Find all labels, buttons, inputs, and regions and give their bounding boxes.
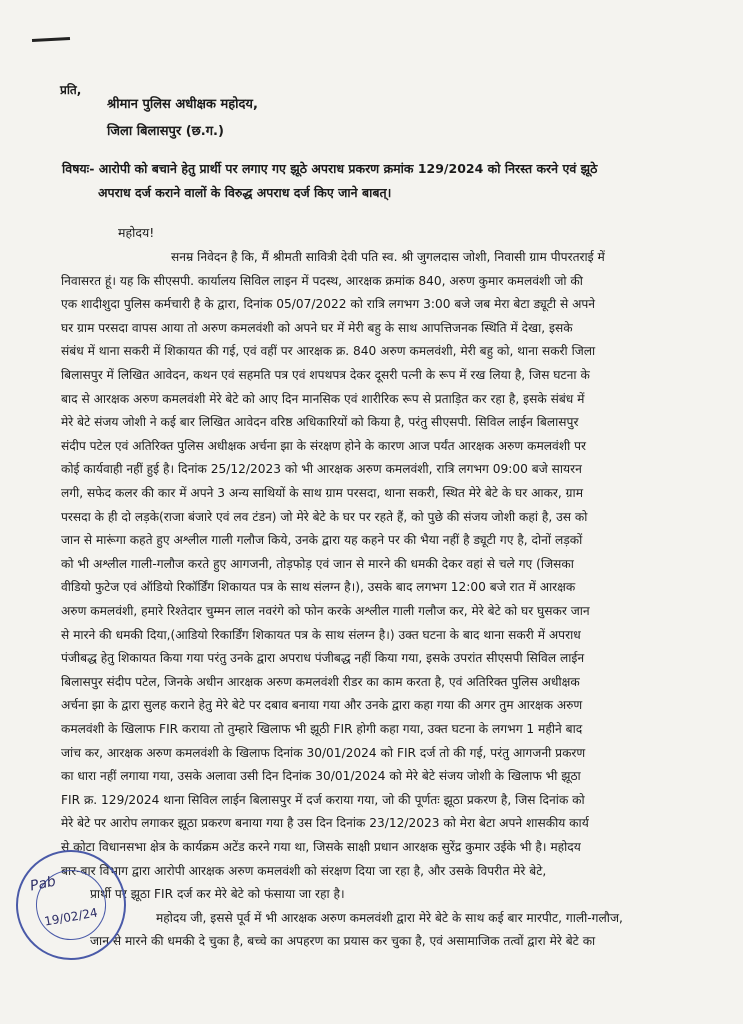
body-line: जान से मारने की धमकी दे चुका है, बच्चे का अपहरण का प्रयास कर चुका है, एवं असामाजिक तत्वों द्वारा मेरे बेटे का (90, 934, 596, 949)
body-line: संबंध में थाना सकरी में शिकायत की गई, एवं वहीं पर आरक्षक क्र. 840 अरुण कमलवंशी, मेरी बहु को, थाना सकरी जिला (61, 344, 596, 359)
body-line: एक शादीशुदा पुलिस कर्मचारी है के द्वारा, दिनांक 05/07/2022 को रात्रि लगभग 3:00 बजे जब मेरा बेटा ड्यूटी से अपने (61, 297, 596, 312)
subject-line-2: अपराध दर्ज कराने वालों के विरुद्ध अपराध दर्ज किए जाने बाबत्। (98, 185, 392, 200)
body-line: मेरे बेटे पर आरोप लगाकर झूठा प्रकरण बनाया गया है उस दिन दिनांक 23/12/2023 को मेरा बेटा अपने शासकीय कार्य (61, 816, 589, 831)
body-line: पंजीबद्ध हेतु शिकायत किया गया परंतु उनके द्वारा अपराध पंजीबद्ध नहीं किया गया, इसके उपरांत सीएसपी सिविल लाईन (61, 651, 585, 666)
recipient-title: श्रीमान पुलिस अधीक्षक महोदय, (107, 97, 258, 112)
body-line: घर ग्राम परसदा वापस आया तो अरुण कमलवंशी को अपने घर में मेरी बहु के साथ आपत्तिजनक स्थिति में देखा, इसके (61, 320, 573, 335)
body-line: बाद से आरक्षक अरुण कमलवंशी मेरे बेटे को आए दिन मानसिक एवं शारीरिक रूप से प्रताड़ित कर रहा है, इसके संबंध में (61, 391, 585, 406)
body-line: निवासरत हूं। यह कि सीएसपी. कार्यालय सिविल लाइन में पदस्थ, आरक्षक क्रमांक 840, अरुण कुमार कमलवंशी जो की (61, 273, 583, 288)
body-line: सनम्र निवेदन है कि, मैं श्रीमती सावित्री देवी पति स्व. श्री जुगलदास जोशी, निवासी ग्राम पीपरतराई में (171, 250, 605, 264)
body-line: महोदय जी, इससे पूर्व में भी आरक्षक अरुण कमलवंशी द्वारा मेरे बेटे के साथ कई बार मारपीट, गाली-गलौज, (156, 910, 623, 925)
body-line: लगी, सफेद कलर की कार में अपने 3 अन्य साथियों के साथ ग्राम परसदा, थाना सकरी, स्थित मेरे बेटे के घर आकर, ग्राम (61, 486, 583, 500)
recipient-location: जिला बिलासपुर (छ.ग.) (107, 124, 224, 139)
stamp-signature: Pab (28, 873, 58, 895)
body-line: से मारने की धमकी दिया,(आडियो रिकार्डिंग शिकायत पत्र के साथ संलग्न है।) उक्त घटना के बाद थाना सकरी में अपराध (61, 627, 581, 642)
body-line: से कोटा विधानसभा क्षेत्र के कार्यक्रम अटेंड करने गया था, जिसके साक्षी प्रधान आरक्षक सुरेंद्र कुमार उईके भी है। महोदय (61, 840, 581, 854)
recipient-prefix: प्रति, (60, 83, 82, 97)
body-line: मेरे बेटे संजय जोशी ने कई बार लिखित आवेदन वरिष्ठ अधिकारियों को किया है, परंतु सीएसपी. सिविल लाईन बिलासपुर (61, 415, 579, 430)
body-line: बिलासपुर संदीप पटेल, जिनके अधीन आरक्षक अरुण कमलवंशी रीडर का काम करता है, एवं अतिरिक्त पुलिस अधीक्षक (61, 674, 580, 689)
body-line: वीडियो फुटेज एवं ऑडियो रिकॉर्डिंग शिकायत पत्र के साथ संलग्न है।), उसके बाद लगभग 12:00 बजे रात में आरक्षक (61, 580, 576, 595)
body-line: परसदा के ही दो लड़के(राजा बंजारे एवं लव टंडन) जो मेरे बेटे के घर पर रहते हैं, को पुछे की संजय जोशी कहां है, उस को (61, 509, 588, 524)
stamp-date: 19/02/24 (43, 905, 99, 929)
body-line: का धारा नहीं लगाया गया, उसके अलावा उसी दिन दिनांक 30/01/2024 को मेरे बेटे संजय जोशी के खिलाफ भी झूठा (61, 769, 581, 784)
body-line: संदीप पटेल एवं अतिरिक्त पुलिस अधीक्षक अर्चना झा के संरक्षण होने के कारण आज पर्यंत आरक्षक अरुण कमलवंशी पर (61, 438, 587, 453)
salutation: महोदय! (118, 225, 155, 240)
body-line: बिलासपुर में लिखित आवेदन, कथन एवं सहमति पत्र एवं शपथपत्र देकर दूसरी पत्नी के रूप में रख लिया है, जिस घटना के (61, 368, 590, 382)
body-line: को भी अश्लील गाली-गलौज करते हुए आगजनी, तोड़फोड़ एवं जान से मारने की धमकी देकर वहां से चले गए (जिसका (61, 556, 574, 571)
body-line: बार-बार विभाग द्वारा आरोपी आरक्षक अरुण कमलवंशी को संरक्षण दिया जा रहा है, और उसके विपरीत मेरे बेटे, (61, 863, 547, 878)
body-line: अर्चना झा के द्वारा सुलह कराने हेतु मेरे बेटे पर दबाव बनाया गया और उनके द्वारा कहा गया की अगर तुम आरक्षक अरुण (61, 698, 583, 713)
body-line: जांच कर, आरक्षक अरुण कमलवंशी के खिलाफ दिनांक 30/01/2024 को FIR दर्ज तो की गई, परंतु आगजनी प्रकरण (61, 745, 586, 760)
body-line: जान से मारूंगा कहते हुए अश्लील गाली गलौज किये, उनके द्वारा यह कहने पर की भैया नहीं है ड्यूटी गए है, दोनों लड़कों (61, 533, 583, 548)
body-line: FIR क्र. 129/2024 थाना सिविल लाईन बिलासपुर में दर्ज कराया गया, जो की पूर्णतः झूठा प्रकरण है, जिस दिनांक को (61, 792, 585, 807)
body-line: प्रार्थी पर झूठा FIR दर्ज कर मेरे बेटे को फंसाया जा रहा है। (90, 887, 345, 902)
body-line: कोई कार्यवाही नहीं हुई है। दिनांक 25/12/2023 को भी आरक्षक अरुण कमलवंशी, रात्रि लगभग 09:00 बजे सायरन (61, 462, 582, 477)
top-mark (32, 37, 70, 42)
subject-line-1: विषयः- आरोपी को बचाने हेतु प्रार्थी पर लगाए गए झूठे अपराध प्रकरण क्रमांक 129/2024 को निरस्त करने एवं झूठे (62, 161, 598, 176)
body-line: अरुण कमलवंशी, हमारे रिश्तेदार चुम्मन लाल नवरंगे को फोन करके अश्लील गाली गलौज कर, मेरे बेटे को घर घुसकर जान (61, 604, 590, 618)
body-line: कमलवंशी के खिलाफ FIR कराया तो तुम्हारे खिलाफ भी झूठी FIR होगी कहा गया, उक्त घटना के लगभग 1 महीने बाद (61, 722, 583, 736)
